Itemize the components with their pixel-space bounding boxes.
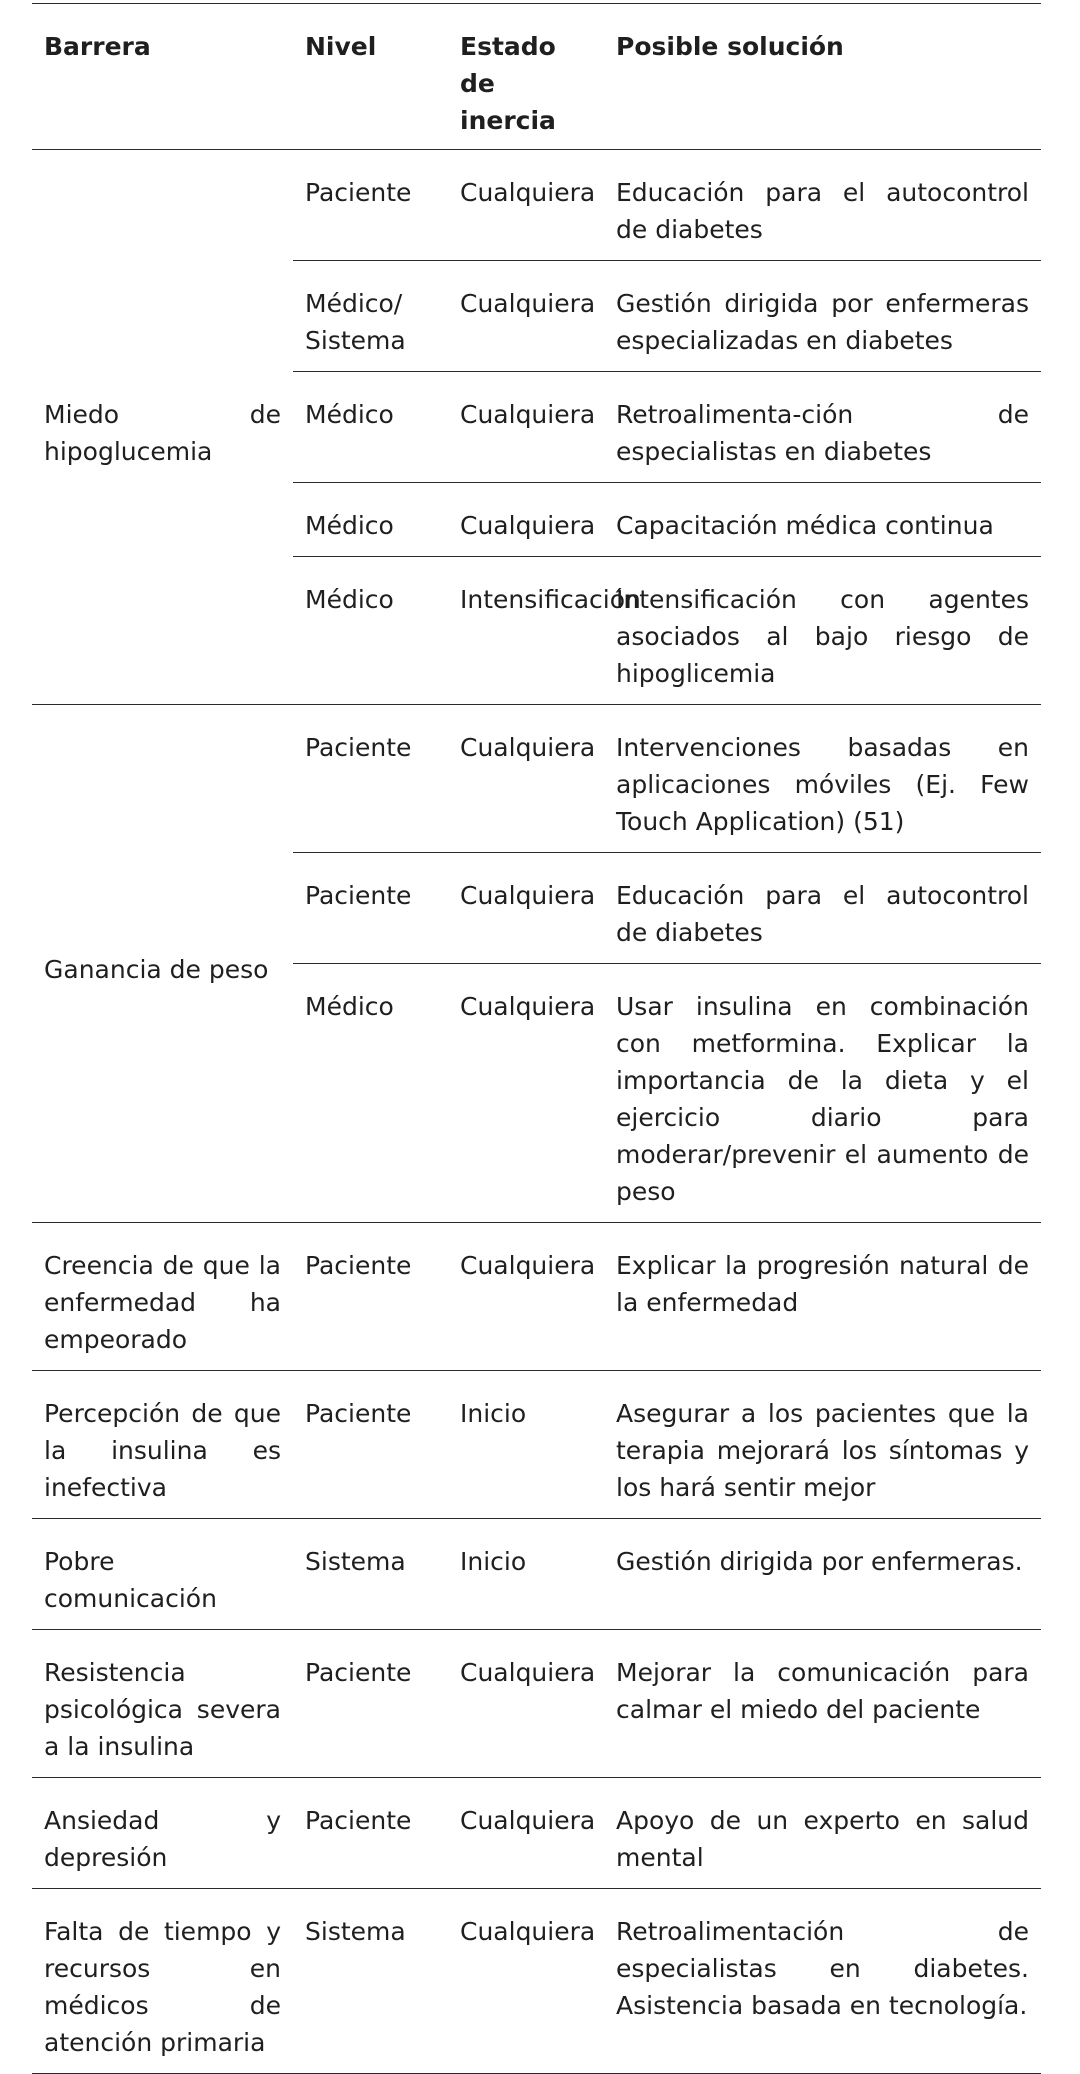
- estado-cell: Cualquiera: [448, 1630, 604, 1778]
- header-nivel: Nivel: [305, 32, 377, 61]
- nivel-cell: Médico/ Sistema: [293, 261, 448, 372]
- nivel-cell: Médico: [293, 372, 448, 483]
- table-row: [32, 1371, 1041, 1519]
- nivel-cell: Sistema: [293, 1889, 448, 2074]
- solucion-cell: Asegurar a los pacientes que la terapia mejorará los síntomas y los hará sentir mejor: [604, 1371, 1041, 1519]
- estado-cell: Cualquiera: [448, 1778, 604, 1889]
- estado-cell: Cualquiera: [448, 705, 604, 853]
- estado-cell: Inicio: [448, 1371, 604, 1519]
- estado-cell: Cualquiera: [448, 372, 604, 483]
- barrera-cell: Creencia de que la enfermedad ha empeorado: [32, 1223, 293, 1371]
- barrera-cell: Falta de tiempo y recursos en médicos de atención primaria: [32, 1889, 293, 2074]
- solucion-cell: Apoyo de un experto en salud mental: [604, 1778, 1041, 1889]
- table-header: [32, 4, 1041, 150]
- estado-cell: Cualquiera: [448, 853, 604, 964]
- nivel-cell: Paciente: [293, 1630, 448, 1778]
- solucion-cell: Capacitación médica continua: [604, 483, 1041, 557]
- table-row: [32, 1519, 1041, 1630]
- estado-cell: Cualquiera: [448, 1223, 604, 1371]
- barrera-cell: Ansiedad y depresión: [32, 1778, 293, 1889]
- barrera-cell: Percepción de que la insulina es inefectiva: [32, 1371, 293, 1519]
- nivel-cell: Médico: [293, 964, 448, 1223]
- barrera-cell: Miedo de hipoglucemia: [32, 150, 293, 705]
- table-row: [32, 1778, 1041, 1889]
- nivel-cell: Paciente: [293, 150, 448, 261]
- solucion-cell: Educación para el autocontrol de diabetes: [604, 150, 1041, 261]
- nivel-cell: Sistema: [293, 1519, 448, 1630]
- header-row: [32, 4, 1041, 150]
- solucion-cell: Retroalimenta-ción de especialistas en diabetes: [604, 372, 1041, 483]
- header-barrera: Barrera: [44, 32, 151, 61]
- nivel-cell: Paciente: [293, 1223, 448, 1371]
- table-row: [32, 1630, 1041, 1778]
- header-estado: [448, 4, 604, 150]
- barriers-table: [32, 3, 1041, 2074]
- nivel-cell: Médico: [293, 557, 448, 705]
- nivel-cell: Médico: [293, 483, 448, 557]
- estado-cell: Cualquiera: [448, 150, 604, 261]
- table-row: [32, 150, 1041, 261]
- estado-cell: Cualquiera: [448, 483, 604, 557]
- estado-cell: Inicio: [448, 1519, 604, 1630]
- barrera-cell: Resistencia psicológica severa a la insulina: [32, 1630, 293, 1778]
- nivel-cell: Paciente: [293, 1371, 448, 1519]
- table-row: [32, 705, 1041, 853]
- nivel-cell: Paciente: [293, 1778, 448, 1889]
- nivel-cell: Paciente: [293, 705, 448, 853]
- estado-cell: Cualquiera: [448, 964, 604, 1223]
- table-body: [32, 150, 1041, 2074]
- solucion-cell: Retroalimentación de especialistas en diabetes. Asistencia basada en tecnología.: [604, 1889, 1041, 2074]
- solucion-cell: Mejorar la comunicación para calmar el miedo del paciente: [604, 1630, 1041, 1778]
- table-row: [32, 1889, 1041, 2074]
- solucion-cell: Gestión dirigida por enfermeras.: [604, 1519, 1041, 1630]
- header-estado-line1: Estado: [460, 32, 556, 61]
- estado-cell: Cualquiera: [448, 1889, 604, 2074]
- header-solucion: Posible solución: [616, 32, 844, 61]
- barrera-cell: Ganancia de peso: [32, 705, 293, 1223]
- table-row: [32, 1223, 1041, 1371]
- solucion-cell: Intervenciones basadas en aplicaciones móviles (Ej. Few Touch Application) (51): [604, 705, 1041, 853]
- estado-cell: Intensificación: [448, 557, 604, 705]
- nivel-cell: Paciente: [293, 853, 448, 964]
- solucion-cell: Educación para el autocontrol de diabetes: [604, 853, 1041, 964]
- barrera-cell: Pobre comunicación: [32, 1519, 293, 1630]
- header-estado-line2: de inercia: [460, 69, 556, 135]
- solucion-cell: Usar insulina en combinación con metformina. Explicar la importancia de la dieta y el ejercicio diario para moderar/prevenir el aumento de peso: [604, 964, 1041, 1223]
- solucion-cell: Gestión dirigida por enfermeras especializadas en diabetes: [604, 261, 1041, 372]
- solucion-cell: Explicar la progresión natural de la enfermedad: [604, 1223, 1041, 1371]
- estado-cell: Cualquiera: [448, 261, 604, 372]
- solucion-cell: Intensificación con agentes asociados al bajo riesgo de hipoglicemia: [604, 557, 1041, 705]
